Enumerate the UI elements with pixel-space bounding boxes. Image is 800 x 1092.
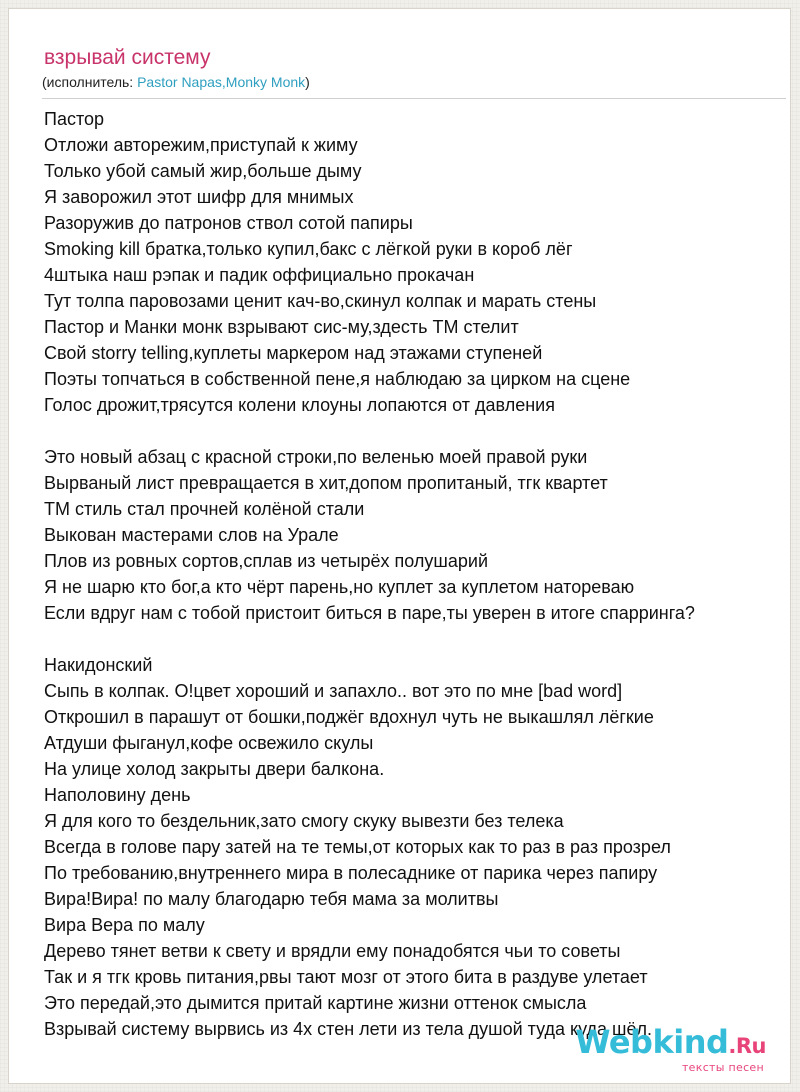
lyrics-page <box>8 8 791 1084</box>
lyric-line: Я для кого то бездельник,зато смогу скуку вывезти без телека <box>44 811 564 831</box>
artist-link[interactable]: Pastor Napas,Monky Monk <box>137 74 306 90</box>
watermark-tld: .Ru <box>728 1034 766 1058</box>
artist-prefix: (исполнитель: <box>42 74 138 90</box>
lyric-line: Вира!Вира! по малу благодарю тебя мама за молитвы <box>44 889 499 909</box>
lyric-line: Накидонский <box>44 655 153 675</box>
lyric-line: Поэты топчаться в собственной пене,я наблюдаю за цирком на сцене <box>44 369 631 389</box>
lyric-line: Тут толпа паровозами ценит кач-во,скинул колпак и марать стены <box>44 291 597 311</box>
lyric-line: Я не шарю кто бог,а кто чёрт парень,но куплет за куплетом натореваю <box>44 577 635 597</box>
lyric-line: Я заворожил этот шифр для мнимых <box>44 187 354 207</box>
lyric-line: Открошил в парашут от бошки,поджёг вдохнул чуть не выкашлял лёгкие <box>44 707 654 727</box>
lyric-line: Это новый абзац с красной строки,по веленью моей правой руки <box>44 447 588 467</box>
webkind-watermark <box>566 1023 766 1077</box>
lyric-line: Только убой самый жир,больше дыму <box>44 161 362 181</box>
lyric-line: Вырваный лист превращается в хит,допом пропитаный, тгк квартет <box>44 473 608 493</box>
lyric-line: Пастор <box>44 109 105 129</box>
lyric-line: Это передай,это дымится притай картине жизни оттенок смысла <box>44 993 587 1013</box>
lyric-line: Атдуши фыганул,кофе освежило скулы <box>44 733 374 753</box>
watermark-tagline: тексты песен <box>681 1061 764 1074</box>
lyric-line: 4штыка наш рэпак и падик оффициально прокачан <box>44 265 475 285</box>
watermark-logo <box>575 1023 766 1065</box>
lyric-line: Пастор и Манки монк взрывают сис-му,здесть ТМ стелит <box>44 317 519 337</box>
lyric-line: Свой storry telling,куплеты маркером над этажами ступеней <box>44 343 543 363</box>
title-divider <box>42 98 786 99</box>
lyric-line: Наполовину день <box>44 785 191 805</box>
lyric-line: На улице холод закрыты двери балкона. <box>44 759 385 779</box>
lyric-line: Дерево тянет ветви к свету и врядли ему понадобятся чьи то советы <box>44 941 621 961</box>
lyric-line: Разоружив до патронов ствол сотой папиры <box>44 213 413 233</box>
lyric-line: Если вдруг нам с тобой пристоит биться в паре,ты уверен в итоге спарринга? <box>44 603 695 623</box>
lyric-line: Так и я тгк кровь питания,рвы тают мозг от этого бита в раздуве улетает <box>44 967 648 987</box>
stanza-break <box>44 418 790 444</box>
song-title: взрывай систему <box>44 46 211 69</box>
lyric-line: Взрывай систему вырвись из 4х стен лети из тела душой туда куда шёл. <box>44 1019 652 1039</box>
artist-suffix: ) <box>305 74 310 90</box>
lyric-line: Всегда в голове пару затей на те темы,от которых как то раз в раз прозрел <box>44 837 671 857</box>
lyric-line: Выкован мастерами слов на Урале <box>44 525 339 545</box>
lyric-line: Отложи авторежим,приступай к жиму <box>44 135 358 155</box>
artist-line <box>42 73 310 91</box>
lyric-line: Плов из ровных сортов,сплав из четырёх полушарий <box>44 551 488 571</box>
lyric-line: Голос дрожит,трясутся колени клоуны лопаются от давления <box>44 395 555 415</box>
lyric-line: По требованию,внутреннего мира в полесаднике от парика через папиру <box>44 863 658 883</box>
lyric-line: Вира Вера по малу <box>44 915 205 935</box>
lyric-line: Сыпь в колпак. О!цвет хороший и запахло.. вот это по мне [bad word] <box>44 681 623 701</box>
lyric-line: Smoking kill братка,только купил,бакс с лёгкой руки в короб лёг <box>44 239 573 259</box>
lyrics-body <box>44 106 790 1042</box>
lyric-line: ТМ стиль стал прочней колёной стали <box>44 499 365 519</box>
stanza-break <box>44 626 790 652</box>
watermark-name: Webkind <box>575 1023 729 1061</box>
